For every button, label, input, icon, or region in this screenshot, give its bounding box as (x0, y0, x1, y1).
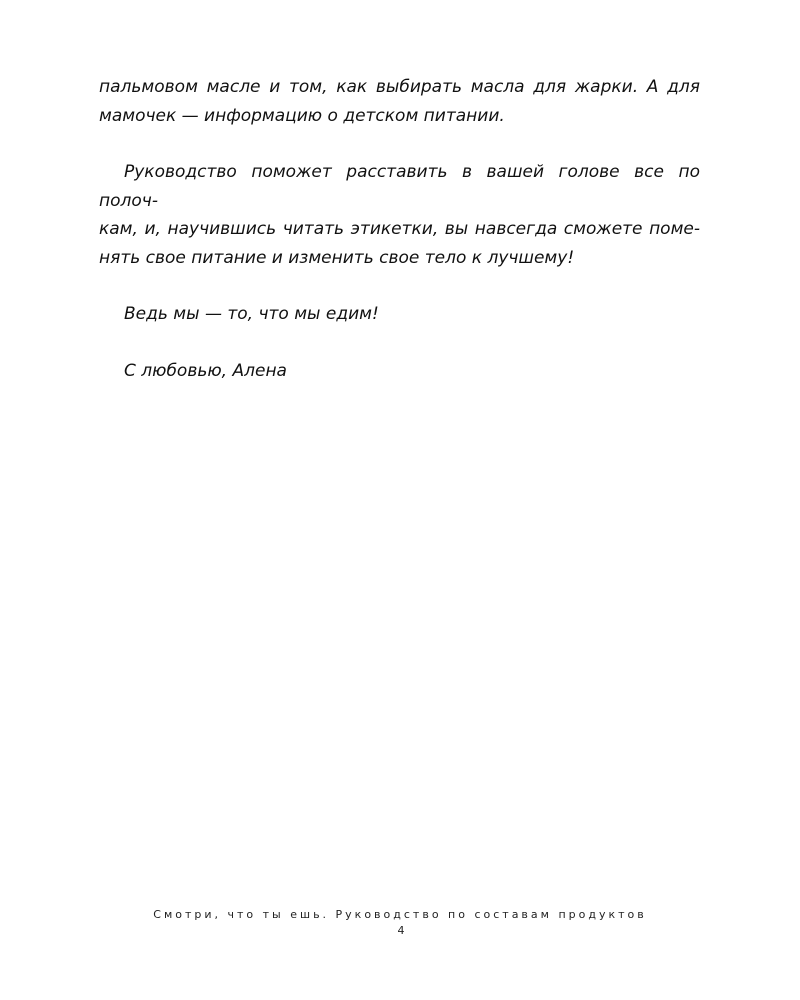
page-footer (0, 907, 800, 939)
text-line: пальмовом масле и том, как выбирать масла для жарки. А для (99, 77, 700, 97)
text-line: Руководство поможет расставить в вашей голове все по полоч- (99, 162, 700, 211)
page-number: 4 (397, 924, 405, 937)
paragraph-continuation (99, 73, 700, 130)
text-line: нять свое питание и изменить свое тело к лучшему! (99, 247, 575, 268)
paragraph-signature (99, 357, 700, 386)
paragraph-guide-benefits (99, 158, 700, 272)
text-line: мамочек — информацию о детском питании. (99, 105, 505, 126)
text-line: С любовью, Алена (124, 360, 287, 381)
body-text (99, 73, 700, 413)
footer-title: Смотри, что ты ешь. Руководство по составам продуктов (153, 908, 647, 921)
paragraph-motto (99, 300, 700, 329)
text-line: кам, и, научившись читать этикетки, вы навсегда сможете поме- (99, 219, 700, 239)
text-line: Ведь мы — то, что мы едим! (124, 304, 379, 324)
